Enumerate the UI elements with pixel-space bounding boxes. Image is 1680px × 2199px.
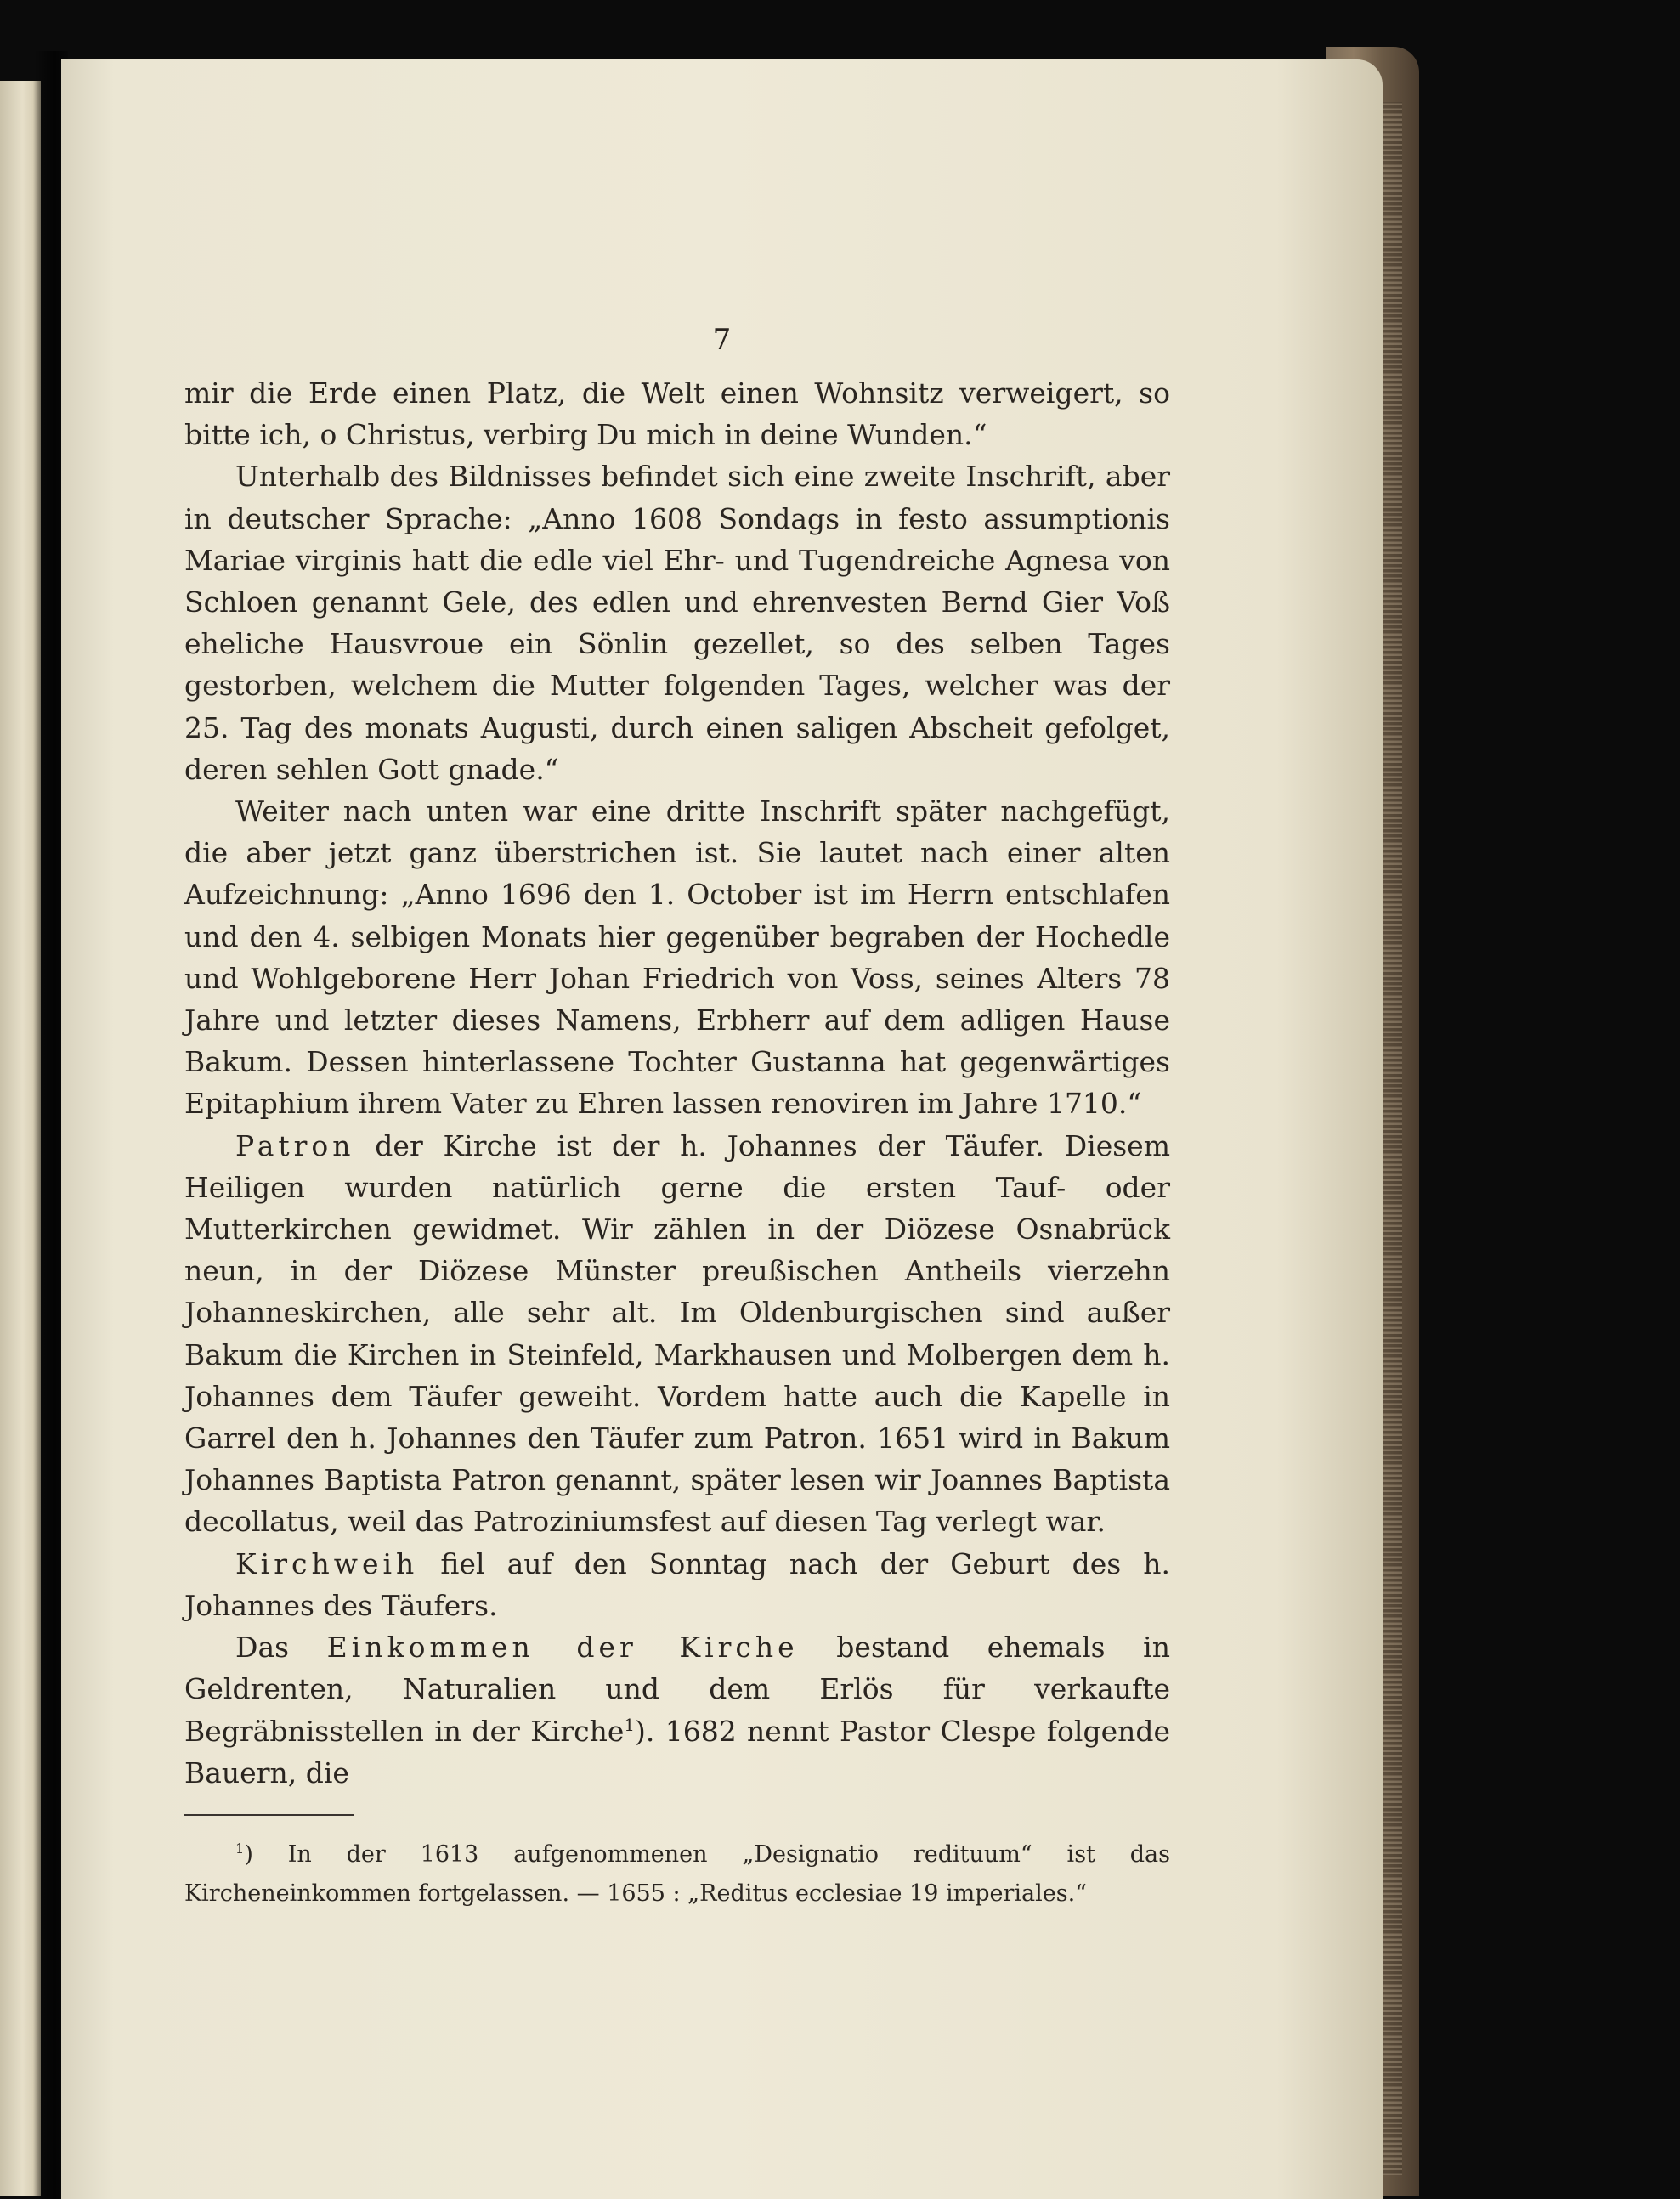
heading-patron: Patron bbox=[235, 1128, 355, 1162]
page-number: 7 bbox=[712, 323, 732, 357]
footnote-reference: 1 bbox=[624, 1715, 635, 1735]
paragraph-continuation: mir die Erde einen Platz, die Welt einen Wohnsitz verweigert, so bitte ich, o Christus, verbirg Du mich in deine Wunden.“ bbox=[184, 376, 1170, 452]
paragraph-einkommen-text-a: bestand ehemals in Geldrenten, Naturalien und dem Erlös für verkaufte Begräbnisstellen in der Kirche bbox=[184, 1631, 1170, 1748]
paragraph-kirchweih-text: fiel auf den Sonntag nach der Geburt des h. Johannes des Täufers. bbox=[184, 1546, 1170, 1622]
heading-einkommen: Einkommen der Kirche bbox=[326, 1631, 799, 1665]
footnote bbox=[184, 1835, 1170, 1914]
book-page bbox=[61, 59, 1383, 2199]
paragraph-kirchweih bbox=[184, 1543, 1170, 1626]
paragraph-patron bbox=[184, 1125, 1170, 1543]
footnote-text: ) In der 1613 aufgenommenen „Designatio redituum“ ist das Kircheneinkommen fortgelassen. — 1655 : „Reditus ecclesiae 19 imperiales.“ bbox=[184, 1841, 1170, 1907]
footnote-marker: 1 bbox=[235, 1840, 245, 1857]
footnote-divider bbox=[184, 1814, 354, 1816]
heading-kirchweih: Kirchweih bbox=[235, 1546, 419, 1580]
paragraph-einkommen-text-b: ). 1682 nennt Pastor Clespe folgende Bauern, die bbox=[184, 1714, 1171, 1789]
paragraph-patron-text: der Kirche ist der h. Johannes der Täufer. Diesem Heiligen wurden natürlich gerne die ersten Tauf- oder Mutterkirchen gewidmet. Wir zählen in der Diözese Osnabrück neun, in der Diözese Münster preußischen Antheils vierzehn Johanneskirchen, alle sehr alt. Im Oldenburgischen sind außer Bakum die Kirchen in Steinfeld, Markhausen und Molbergen dem h. Johannes dem Täufer geweiht. Vordem hatte auch die Kapelle in Garrel den h. Johannes den Täufer zum Patron. 1651 wird in Bakum Johannes Baptista Patron genannt, später lesen wir Joannes Baptista decollatus, weil das Patroziniumsfest auf diesen Tag verlegt war. bbox=[184, 1128, 1170, 1539]
paragraph-einkommen-pre: Das bbox=[235, 1631, 327, 1665]
paragraph-third-inscription: Weiter nach unten war eine dritte Inschrift später nachgefügt, die aber jetzt ganz überstrichen ist. Sie lautet nach einer alten Aufzeichnung: „Anno 1696 den 1. October ist im Herrn entschlafen und den 4. selbigen Monats hier gegenüber begraben der Hochedle und Wohlgeborene Herr Johan Friedrich von Voss, seines Alters 78 Jahre und letzter dieses Namens, Erbherr auf dem adligen Hause Bakum. Dessen hinterlassene Tochter Gustanna hat gegenwärtiges Epitaphium ihrem Vater zu Ehren lassen renoviren im Jahre 1710.“ bbox=[184, 794, 1170, 1121]
footnote-paragraph bbox=[184, 1835, 1170, 1914]
body-text bbox=[184, 372, 1170, 1794]
paragraph-einkommen bbox=[184, 1626, 1170, 1794]
paragraph-second-inscription: Unterhalb des Bildnisses befindet sich eine zweite Inschrift, aber in deutscher Sprache: „Anno 1608 Sondags in festo assumptionis Mariae virginis hatt die edle viel Ehr- und Tugendreiche Agnesa von Schloen genannt Gele, des edlen und ehrenvesten Bernd Gier Voß eheliche Hausvroue ein Sönlin gezellet, so des selben Tages gestorben, welchem die Mutter folgenden Tages, welcher was der 25. Tag des monats Augusti, durch einen saligen Abscheit gefolget, deren sehlen Gott gnade.“ bbox=[184, 460, 1170, 786]
